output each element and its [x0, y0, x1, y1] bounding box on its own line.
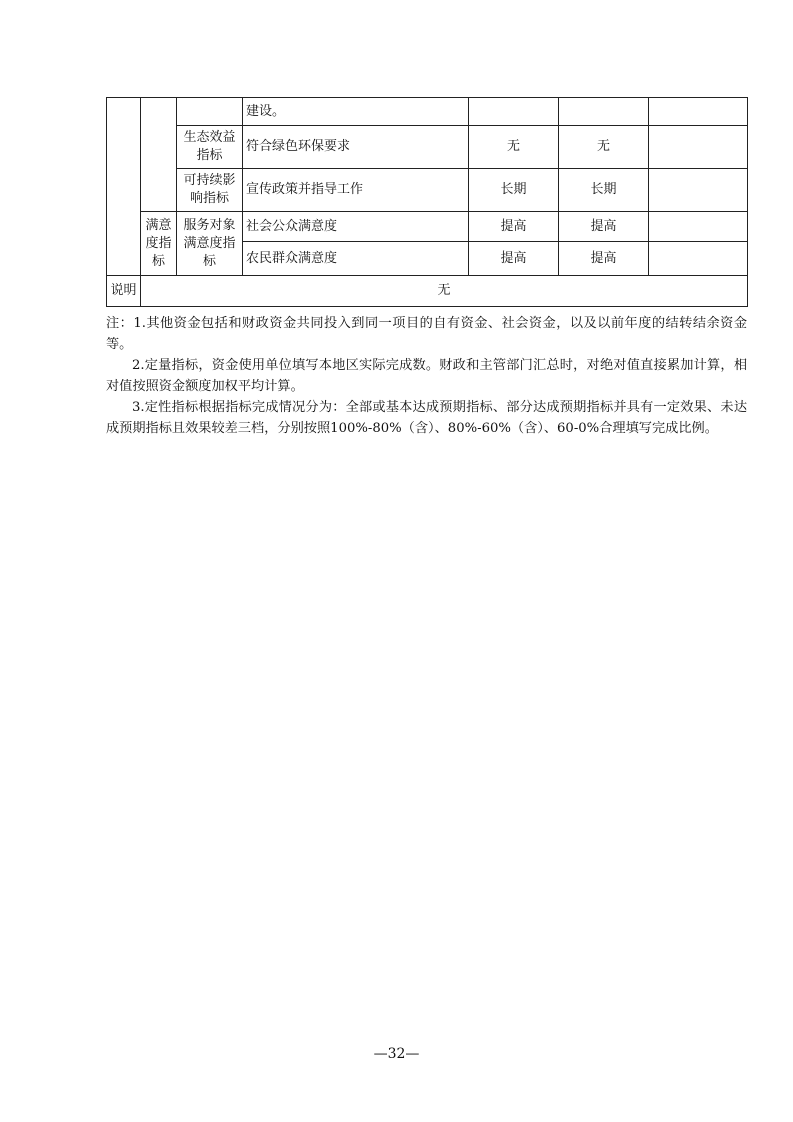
note-2: 2.定量指标，资金使用单位填写本地区实际完成数。财政和主管部门汇总时，对绝对值直接累加计算，相对值按照资金额度加权平均计算。 — [106, 358, 747, 394]
category-cell-empty — [107, 98, 141, 276]
satisfaction-category: 满意度指标 — [141, 212, 177, 276]
table-row — [107, 126, 748, 169]
actual-cell — [559, 98, 649, 126]
actual-value: 无 — [559, 126, 649, 169]
table-row — [107, 169, 748, 212]
indicator-name: 可持续影响指标 — [177, 169, 243, 212]
performance-table — [106, 97, 748, 307]
actual-value: 提高 — [559, 212, 649, 242]
remark-cell — [649, 242, 748, 276]
table-notes — [106, 313, 747, 439]
remark-cell — [649, 212, 748, 242]
satisfaction-subcategory: 服务对象满意度指标 — [177, 212, 243, 276]
remark-cell — [649, 98, 748, 126]
indicator-content: 符合绿色环保要求 — [243, 126, 469, 169]
explain-label: 说明 — [107, 276, 141, 307]
target-value: 长期 — [469, 169, 559, 212]
subcategory-cell-empty — [141, 98, 177, 212]
explain-value: 无 — [141, 276, 748, 307]
target-value: 提高 — [469, 242, 559, 276]
note-3: 3.定性指标根据指标完成情况分为：全部或基本达成预期指标、部分达成预期指标并具有一定效果、未达成预期指标且效果较差三档，分别按照100%-80%（含）、80%-60%（含）、60-0%合理填写完成比例。 — [106, 400, 747, 436]
indicator-cell-empty — [177, 98, 243, 126]
actual-value: 长期 — [559, 169, 649, 212]
indicator-content: 农民群众满意度 — [243, 242, 469, 276]
actual-value: 提高 — [559, 242, 649, 276]
table-row — [107, 276, 748, 307]
note-1: 注：1.其他资金包括和财政资金共同投入到同一项目的自有资金、社会资金，以及以前年度的结转结余资金等。 — [106, 316, 747, 352]
remark-cell — [649, 126, 748, 169]
target-value: 无 — [469, 126, 559, 169]
indicator-name: 生态效益指标 — [177, 126, 243, 169]
target-cell — [469, 98, 559, 126]
table-row — [107, 98, 748, 126]
indicator-content: 宣传政策并指导工作 — [243, 169, 469, 212]
table-row — [107, 212, 748, 242]
indicator-content: 建设。 — [243, 98, 469, 126]
target-value: 提高 — [469, 212, 559, 242]
remark-cell — [649, 169, 748, 212]
indicator-content: 社会公众满意度 — [243, 212, 469, 242]
page-number: —32— — [373, 1046, 420, 1062]
